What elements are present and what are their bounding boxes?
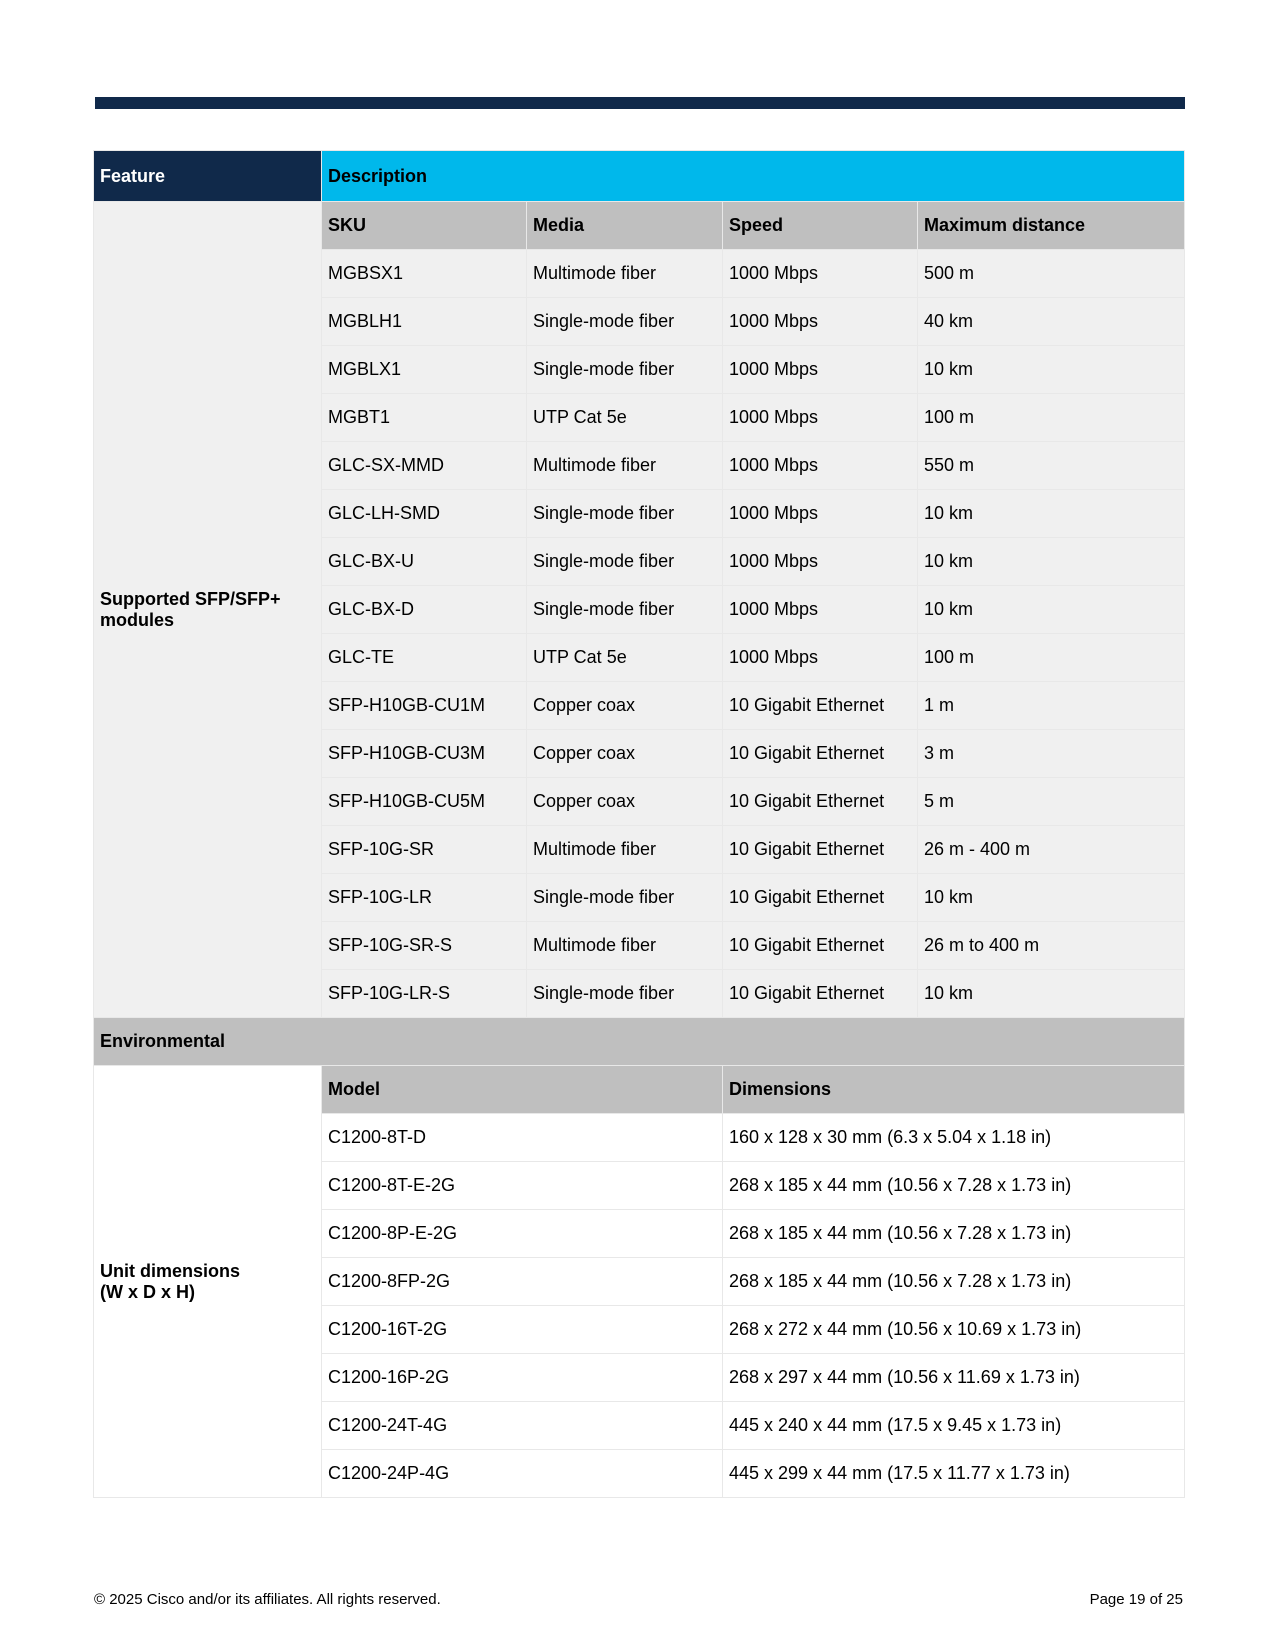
cell-media: Multimode fiber [527,250,723,298]
cell-dimensions: 268 x 185 x 44 mm (10.56 x 7.28 x 1.73 in) [723,1162,1185,1210]
cell-media: UTP Cat 5e [527,394,723,442]
cell-sku: GLC-SX-MMD [322,442,527,490]
cell-max-distance: 26 m - 400 m [918,826,1185,874]
cell-speed: 1000 Mbps [723,634,918,682]
sfp-subheader-row [94,202,1185,250]
cell-sku: SFP-H10GB-CU5M [322,778,527,826]
cell-max-distance: 500 m [918,250,1185,298]
cell-speed: 1000 Mbps [723,442,918,490]
cell-dimensions: 268 x 272 x 44 mm (10.56 x 10.69 x 1.73 in) [723,1306,1185,1354]
section-row-environmental [94,1018,1185,1066]
section-environmental: Environmental [94,1018,1185,1066]
cell-sku: GLC-BX-U [322,538,527,586]
cell-model: C1200-8P-E-2G [322,1210,723,1258]
cell-media: Single-mode fiber [527,874,723,922]
feature-label-sfp: Supported SFP/SFP+ modules [94,202,322,1018]
subheader-media: Media [527,202,723,250]
subheader-sku: SKU [322,202,527,250]
table-header-row [94,151,1185,202]
cell-max-distance: 5 m [918,778,1185,826]
cell-model: C1200-8T-D [322,1114,723,1162]
header-rule [95,97,1185,109]
cell-model: C1200-8T-E-2G [322,1162,723,1210]
subheader-speed: Speed [723,202,918,250]
cell-sku: MGBLH1 [322,298,527,346]
cell-max-distance: 40 km [918,298,1185,346]
description-column-header: Description [322,151,1185,202]
cell-speed: 1000 Mbps [723,538,918,586]
cell-speed: 1000 Mbps [723,490,918,538]
cell-model: C1200-16P-2G [322,1354,723,1402]
cell-max-distance: 550 m [918,442,1185,490]
cell-sku: GLC-TE [322,634,527,682]
cell-speed: 1000 Mbps [723,394,918,442]
unit-dimensions-line1: Unit dimensions [100,1260,241,1281]
subheader-dimensions: Dimensions [723,1066,1185,1114]
cell-dimensions: 445 x 299 x 44 mm (17.5 x 11.77 x 1.73 in) [723,1450,1185,1498]
feature-label-unit-dimensions [94,1066,322,1498]
cell-media: Copper coax [527,778,723,826]
footer-page-number: Page 19 of 25 [1089,1591,1183,1608]
cell-media: Copper coax [527,730,723,778]
cell-media: Multimode fiber [527,442,723,490]
cell-media: Copper coax [527,682,723,730]
cell-max-distance: 100 m [918,394,1185,442]
cell-sku: MGBT1 [322,394,527,442]
spec-table [93,150,1185,1498]
cell-speed: 10 Gigabit Ethernet [723,778,918,826]
cell-sku: SFP-H10GB-CU3M [322,730,527,778]
cell-media: Multimode fiber [527,922,723,970]
dim-subheader-row [94,1066,1185,1114]
cell-max-distance: 100 m [918,634,1185,682]
cell-speed: 10 Gigabit Ethernet [723,922,918,970]
cell-media: Single-mode fiber [527,538,723,586]
cell-model: C1200-24T-4G [322,1402,723,1450]
cell-max-distance: 10 km [918,586,1185,634]
cell-media: Single-mode fiber [527,586,723,634]
cell-sku: SFP-10G-SR [322,826,527,874]
cell-speed: 10 Gigabit Ethernet [723,682,918,730]
cell-sku: SFP-10G-SR-S [322,922,527,970]
cell-sku: MGBLX1 [322,346,527,394]
cell-sku: SFP-10G-LR-S [322,970,527,1018]
cell-dimensions: 268 x 185 x 44 mm (10.56 x 7.28 x 1.73 in) [723,1258,1185,1306]
cell-speed: 1000 Mbps [723,250,918,298]
cell-max-distance: 26 m to 400 m [918,922,1185,970]
cell-speed: 1000 Mbps [723,298,918,346]
cell-sku: SFP-10G-LR [322,874,527,922]
cell-media: Multimode fiber [527,826,723,874]
cell-dimensions: 160 x 128 x 30 mm (6.3 x 5.04 x 1.18 in) [723,1114,1185,1162]
subheader-model: Model [322,1066,723,1114]
cell-sku: SFP-H10GB-CU1M [322,682,527,730]
cell-model: C1200-8FP-2G [322,1258,723,1306]
cell-max-distance: 10 km [918,490,1185,538]
cell-media: Single-mode fiber [527,298,723,346]
cell-speed: 10 Gigabit Ethernet [723,970,918,1018]
cell-sku: GLC-BX-D [322,586,527,634]
cell-max-distance: 1 m [918,682,1185,730]
cell-sku: GLC-LH-SMD [322,490,527,538]
footer-copyright: © 2025 Cisco and/or its affiliates. All rights reserved. [94,1591,441,1608]
unit-dimensions-line2: (W x D x H) [100,1281,196,1302]
cell-speed: 1000 Mbps [723,346,918,394]
cell-speed: 10 Gigabit Ethernet [723,874,918,922]
cell-sku: MGBSX1 [322,250,527,298]
cell-max-distance: 10 km [918,970,1185,1018]
cell-media: Single-mode fiber [527,346,723,394]
cell-model: C1200-16T-2G [322,1306,723,1354]
cell-dimensions: 268 x 185 x 44 mm (10.56 x 7.28 x 1.73 in) [723,1210,1185,1258]
cell-media: Single-mode fiber [527,490,723,538]
cell-media: Single-mode fiber [527,970,723,1018]
cell-dimensions: 268 x 297 x 44 mm (10.56 x 11.69 x 1.73 in) [723,1354,1185,1402]
cell-max-distance: 10 km [918,346,1185,394]
subheader-max-distance: Maximum distance [918,202,1185,250]
cell-model: C1200-24P-4G [322,1450,723,1498]
cell-dimensions: 445 x 240 x 44 mm (17.5 x 9.45 x 1.73 in) [723,1402,1185,1450]
feature-column-header: Feature [94,151,322,202]
cell-media: UTP Cat 5e [527,634,723,682]
cell-max-distance: 10 km [918,538,1185,586]
cell-speed: 1000 Mbps [723,586,918,634]
cell-max-distance: 3 m [918,730,1185,778]
cell-speed: 10 Gigabit Ethernet [723,826,918,874]
cell-speed: 10 Gigabit Ethernet [723,730,918,778]
cell-max-distance: 10 km [918,874,1185,922]
